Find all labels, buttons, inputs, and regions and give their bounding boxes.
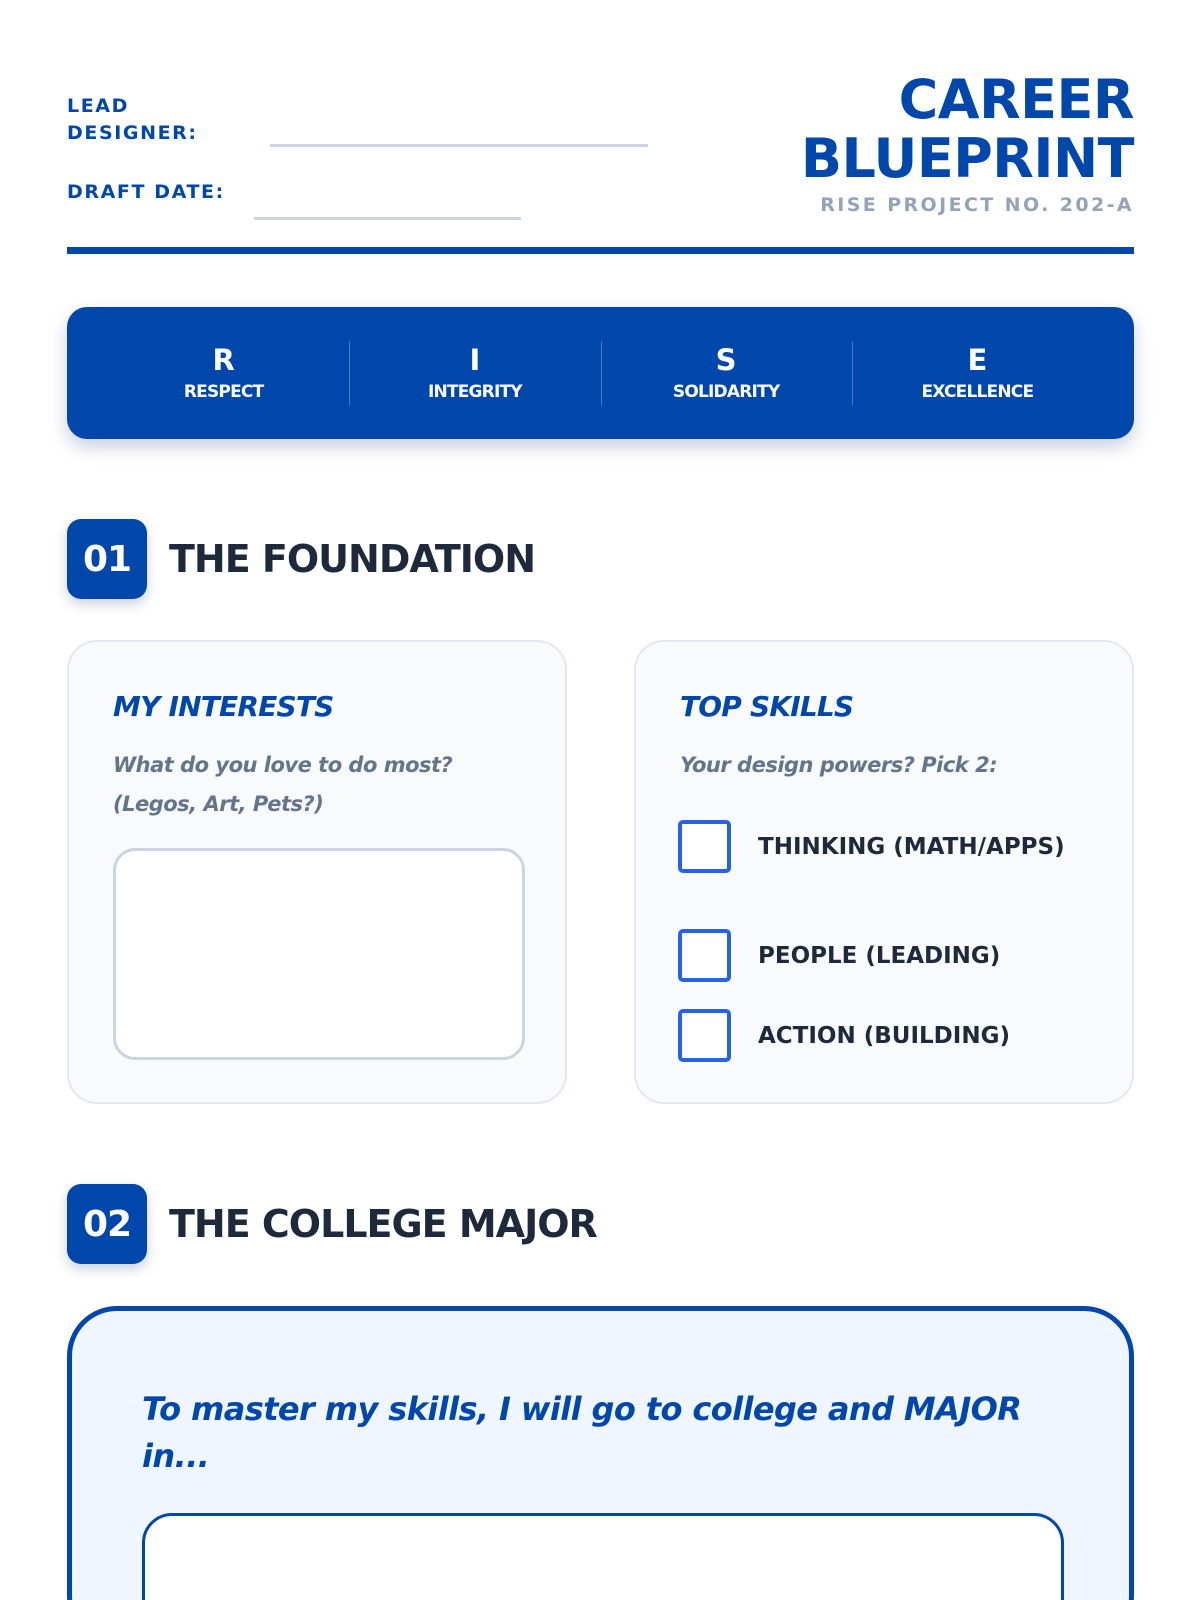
section-header-foundation	[67, 519, 535, 599]
skill-label: ACTION (BUILDING)	[758, 1022, 1010, 1049]
interests-input[interactable]	[113, 848, 525, 1060]
rise-word: SOLIDARITY	[672, 382, 780, 402]
section-title: THE COLLEGE MAJOR	[169, 1202, 597, 1246]
skills-card	[634, 640, 1134, 1104]
rise-word: RESPECT	[183, 382, 264, 402]
page-title-line-2: BLUEPRINT	[800, 127, 1134, 190]
interests-title: MY INTERESTS	[113, 690, 334, 723]
rise-word: EXCELLENCE	[921, 382, 1034, 402]
skill-option-action[interactable]	[678, 1009, 1068, 1062]
skill-checkbox[interactable]	[678, 929, 731, 982]
rise-letter: R	[212, 343, 235, 377]
page-title-line-1: CAREER	[898, 68, 1134, 131]
lead-designer-field[interactable]	[270, 144, 648, 147]
header-divider	[67, 247, 1134, 254]
project-number: RISE PROJECT NO. 202-A	[820, 194, 1134, 216]
rise-item-integrity	[349, 307, 600, 439]
section-title: THE FOUNDATION	[169, 537, 535, 581]
rise-item-excellence	[852, 307, 1103, 439]
skill-checkbox[interactable]	[678, 820, 731, 873]
skill-option-thinking[interactable]	[678, 820, 1068, 873]
rise-values-bar	[67, 307, 1134, 439]
skills-prompt: Your design powers? Pick 2:	[680, 753, 998, 777]
rise-letter: I	[469, 343, 481, 377]
rise-letter: E	[967, 343, 988, 377]
college-major-card	[67, 1306, 1134, 1600]
skill-label: THINKING (MATH/APPS)	[758, 833, 1065, 860]
rise-item-solidarity	[601, 307, 852, 439]
skill-checkbox[interactable]	[678, 1009, 731, 1062]
rise-word: INTEGRITY	[427, 382, 522, 402]
skills-title: TOP SKILLS	[680, 690, 854, 723]
college-major-prompt: To master my skills, I will go to college and MAJOR in...	[142, 1390, 1022, 1475]
interests-card	[67, 640, 567, 1104]
section-number-badge: 02	[67, 1184, 147, 1264]
worksheet-header	[67, 60, 1134, 256]
college-major-input[interactable]	[142, 1513, 1064, 1600]
draft-date-label: DRAFT DATE:	[67, 181, 225, 203]
skill-label: PEOPLE (LEADING)	[758, 942, 1001, 969]
rise-item-respect	[98, 307, 349, 439]
skill-option-people[interactable]	[678, 929, 1068, 982]
section-header-college-major	[67, 1184, 597, 1264]
draft-date-field[interactable]	[254, 217, 521, 220]
title-block	[801, 70, 1134, 216]
section-number-badge: 01	[67, 519, 147, 599]
rise-letter: S	[715, 343, 737, 377]
lead-designer-label: LEAD DESIGNER:	[67, 95, 198, 144]
interests-prompt: What do you love to do most? (Legos, Art, Pets?)	[113, 753, 453, 816]
